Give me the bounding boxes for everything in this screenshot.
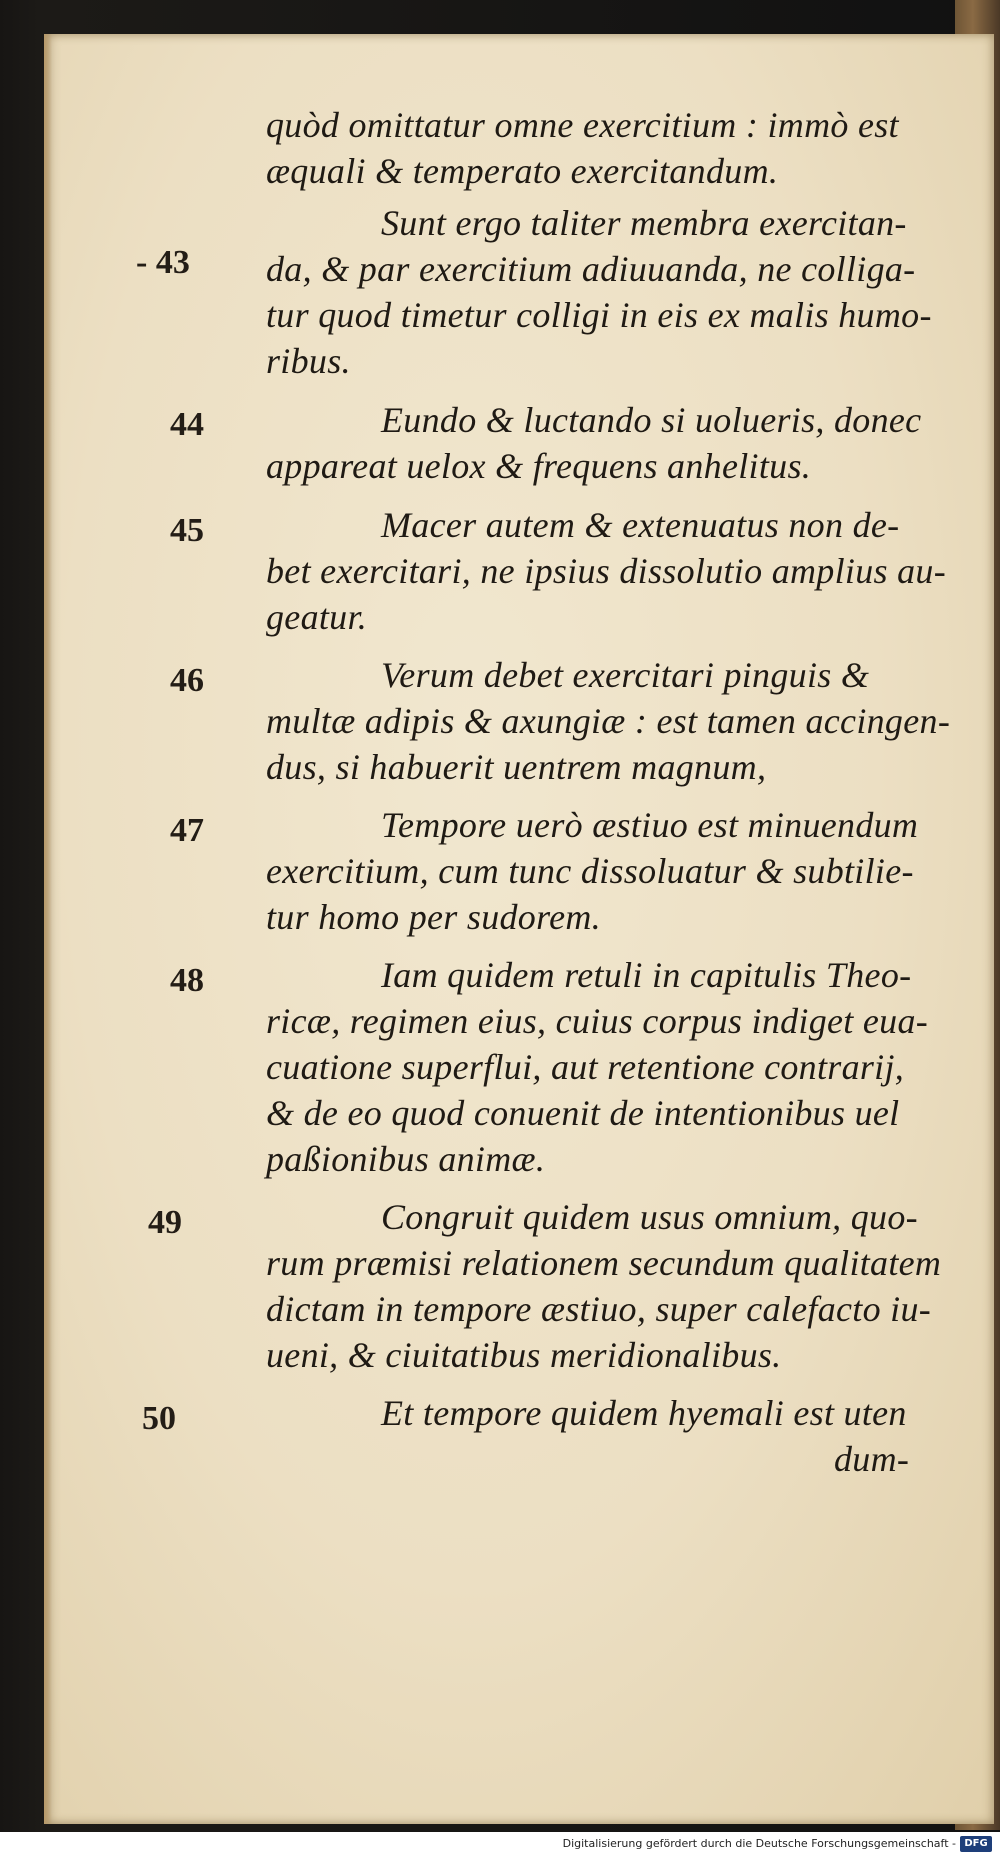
margin-number: 47: [170, 812, 204, 849]
page-text: [44, 34, 994, 1824]
text-line: ueni, & ciuitatibus meridionalibus.: [266, 1335, 782, 1375]
text-line: tur homo per sudorem.: [266, 897, 601, 937]
book-page: [44, 34, 994, 1824]
text-line: exercitium, cum tunc dissoluatur & subtilie-: [266, 851, 914, 891]
margin-number: 48: [170, 962, 204, 999]
text-line: paßionibus animæ.: [266, 1139, 546, 1179]
margin-number: 50: [142, 1400, 176, 1437]
text-line: da, & par exercitium adiuuanda, ne colliga-: [266, 249, 916, 289]
catchword: dum-: [834, 1439, 910, 1479]
text-line: Eundo & luctando si uolueris, donec: [381, 400, 922, 440]
margin-number: 49: [148, 1204, 182, 1241]
margin-number: 46: [170, 662, 204, 699]
text-line: ricæ, regimen eius, cuius corpus indiget eua-: [266, 1001, 929, 1041]
text-line: Sunt ergo taliter membra exercitan-: [381, 203, 907, 243]
text-line: tur quod timetur colligi in eis ex malis humo-: [266, 295, 932, 335]
text-line: bet exercitari, ne ipsius dissolutio amplius au-: [266, 551, 947, 591]
text-line: Iam quidem retuli in capitulis Theo-: [381, 955, 912, 995]
text-line: ribus.: [266, 341, 351, 381]
text-line: multæ adipis & axungiæ : est tamen accingen-: [266, 701, 951, 741]
text-line: geatur.: [266, 597, 368, 637]
text-line: dictam in tempore æstiuo, super calefacto iu-: [266, 1289, 932, 1329]
funding-credit: Digitalisierung gefördert durch die Deutsche Forschungsgemeinschaft -: [562, 1837, 956, 1850]
footer-bar: [0, 1832, 1000, 1857]
page-gutter-shadow: [44, 34, 52, 1824]
text-line: Tempore uerò æstiuo est minuendum: [381, 805, 919, 845]
text-line: Macer autem & extenuatus non de-: [381, 505, 900, 545]
text-line: cuatione superflui, aut retentione contrarij,: [266, 1047, 905, 1087]
text-line: dus, si habuerit uentrem magnum,: [266, 747, 767, 787]
text-line: rum præmisi relationem secundum qualitatem: [266, 1243, 942, 1283]
text-line: appareat uelox & frequens anhelitus.: [266, 446, 812, 486]
dfg-logo: DFG: [960, 1836, 992, 1852]
text-line: Et tempore quidem hyemali est uten: [381, 1393, 907, 1433]
margin-number: 45: [170, 512, 204, 549]
margin-number: 44: [170, 406, 204, 443]
text-line: quòd omittatur omne exercitium : immò est: [266, 105, 899, 145]
text-line: Verum debet exercitari pinguis &: [381, 655, 870, 695]
text-line: & de eo quod conuenit de intentionibus uel: [266, 1093, 900, 1133]
text-line: æquali & temperato exercitandum.: [266, 151, 779, 191]
text-line: Congruit quidem usus omnium, quo-: [381, 1197, 918, 1237]
margin-number: - 43: [136, 244, 190, 281]
